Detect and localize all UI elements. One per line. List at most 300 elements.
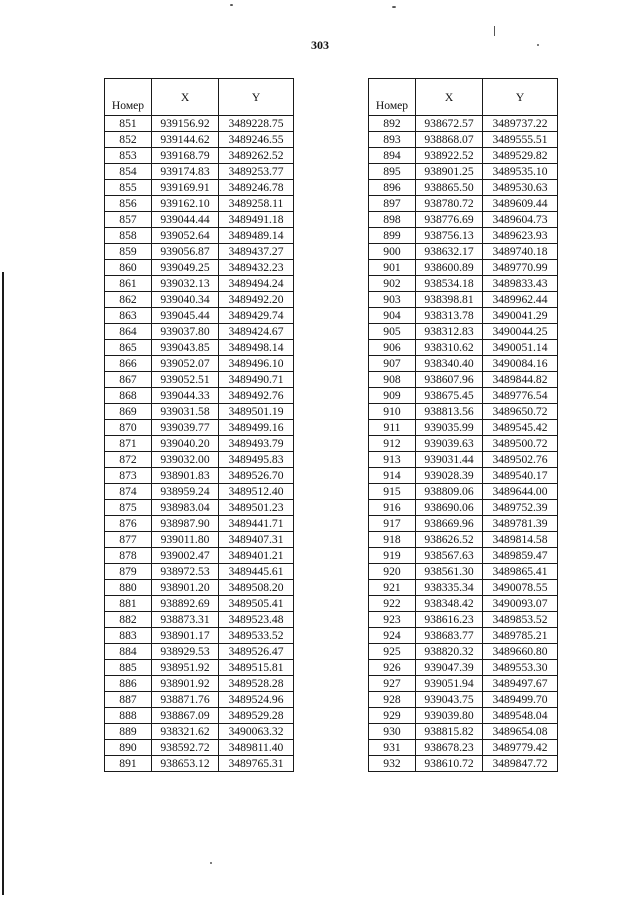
table-row bbox=[105, 532, 294, 548]
x-coordinate-cell: 938310.62 bbox=[416, 340, 483, 356]
x-coordinate-cell: 938335.34 bbox=[416, 580, 483, 596]
y-coordinate-cell: 3489859.47 bbox=[483, 548, 558, 564]
x-coordinate-cell: 938820.32 bbox=[416, 644, 483, 660]
x-coordinate-cell: 939040.20 bbox=[152, 436, 219, 452]
y-coordinate-cell: 3489528.28 bbox=[219, 676, 294, 692]
table-row bbox=[105, 516, 294, 532]
table-row bbox=[369, 276, 558, 292]
table-row bbox=[105, 548, 294, 564]
scan-margin-bar bbox=[2, 272, 4, 895]
point-number-cell: 874 bbox=[105, 484, 152, 500]
scan-speck bbox=[537, 44, 539, 46]
y-coordinate-cell: 3489228.75 bbox=[219, 116, 294, 132]
point-number-cell: 898 bbox=[369, 212, 416, 228]
y-coordinate-cell: 3489524.96 bbox=[219, 692, 294, 708]
x-coordinate-cell: 938815.82 bbox=[416, 724, 483, 740]
point-number-cell: 932 bbox=[369, 756, 416, 772]
table-row bbox=[369, 164, 558, 180]
table-row bbox=[369, 484, 558, 500]
point-number-cell: 858 bbox=[105, 228, 152, 244]
y-coordinate-cell: 3489505.41 bbox=[219, 596, 294, 612]
point-number-cell: 928 bbox=[369, 692, 416, 708]
point-number-cell: 863 bbox=[105, 308, 152, 324]
point-number-cell: 876 bbox=[105, 516, 152, 532]
point-number-cell: 868 bbox=[105, 388, 152, 404]
table-row bbox=[105, 740, 294, 756]
x-coordinate-cell: 939144.62 bbox=[152, 132, 219, 148]
x-coordinate-cell: 939044.33 bbox=[152, 388, 219, 404]
y-coordinate-cell: 3489555.51 bbox=[483, 132, 558, 148]
y-coordinate-cell: 3489814.58 bbox=[483, 532, 558, 548]
point-number-cell: 886 bbox=[105, 676, 152, 692]
y-coordinate-cell: 3489246.55 bbox=[219, 132, 294, 148]
point-number-cell: 906 bbox=[369, 340, 416, 356]
table-body-left bbox=[105, 116, 294, 772]
x-coordinate-cell: 938922.52 bbox=[416, 148, 483, 164]
table-row bbox=[105, 596, 294, 612]
table-row bbox=[105, 628, 294, 644]
point-number-cell: 864 bbox=[105, 324, 152, 340]
x-coordinate-cell: 939011.80 bbox=[152, 532, 219, 548]
point-number-cell: 867 bbox=[105, 372, 152, 388]
y-coordinate-cell: 3489494.24 bbox=[219, 276, 294, 292]
y-coordinate-cell: 3489526.47 bbox=[219, 644, 294, 660]
table-row bbox=[369, 324, 558, 340]
x-coordinate-cell: 938983.04 bbox=[152, 500, 219, 516]
x-coordinate-cell: 939031.44 bbox=[416, 452, 483, 468]
y-coordinate-cell: 3489776.54 bbox=[483, 388, 558, 404]
table-row bbox=[369, 340, 558, 356]
point-number-cell: 873 bbox=[105, 468, 152, 484]
point-number-cell: 890 bbox=[105, 740, 152, 756]
scan-speck bbox=[494, 26, 495, 36]
y-coordinate-cell: 3489498.14 bbox=[219, 340, 294, 356]
x-coordinate-cell: 938626.52 bbox=[416, 532, 483, 548]
table-row bbox=[105, 724, 294, 740]
header-x: X bbox=[152, 79, 219, 116]
table-row bbox=[105, 116, 294, 132]
table-row bbox=[105, 692, 294, 708]
table-row bbox=[105, 148, 294, 164]
table-row bbox=[105, 228, 294, 244]
coordinates-table-left bbox=[104, 78, 294, 772]
x-coordinate-cell: 938653.12 bbox=[152, 756, 219, 772]
x-coordinate-cell: 938901.17 bbox=[152, 628, 219, 644]
point-number-cell: 913 bbox=[369, 452, 416, 468]
x-coordinate-cell: 938348.42 bbox=[416, 596, 483, 612]
y-coordinate-cell: 3489523.48 bbox=[219, 612, 294, 628]
point-number-cell: 883 bbox=[105, 628, 152, 644]
y-coordinate-cell: 3489497.67 bbox=[483, 676, 558, 692]
table-row bbox=[105, 452, 294, 468]
point-number-cell: 908 bbox=[369, 372, 416, 388]
y-coordinate-cell: 3489499.70 bbox=[483, 692, 558, 708]
point-number-cell: 854 bbox=[105, 164, 152, 180]
table-row bbox=[369, 564, 558, 580]
table-row bbox=[105, 260, 294, 276]
table-row bbox=[105, 388, 294, 404]
table-row bbox=[369, 372, 558, 388]
x-coordinate-cell: 939039.77 bbox=[152, 420, 219, 436]
point-number-cell: 900 bbox=[369, 244, 416, 260]
y-coordinate-cell: 3489811.40 bbox=[219, 740, 294, 756]
point-number-cell: 931 bbox=[369, 740, 416, 756]
point-number-cell: 897 bbox=[369, 196, 416, 212]
y-coordinate-cell: 3489545.42 bbox=[483, 420, 558, 436]
scan-speck bbox=[392, 6, 396, 8]
table-row bbox=[105, 212, 294, 228]
x-coordinate-cell: 939049.25 bbox=[152, 260, 219, 276]
table-row bbox=[369, 452, 558, 468]
y-coordinate-cell: 3489785.21 bbox=[483, 628, 558, 644]
y-coordinate-cell: 3489512.40 bbox=[219, 484, 294, 500]
table-row bbox=[105, 484, 294, 500]
scan-speck bbox=[230, 4, 233, 6]
table-row bbox=[105, 244, 294, 260]
table-row bbox=[369, 756, 558, 772]
point-number-cell: 855 bbox=[105, 180, 152, 196]
x-coordinate-cell: 938756.13 bbox=[416, 228, 483, 244]
table-row bbox=[369, 532, 558, 548]
table-row bbox=[105, 500, 294, 516]
table-row bbox=[369, 404, 558, 420]
table-row bbox=[105, 756, 294, 772]
y-coordinate-cell: 3489548.04 bbox=[483, 708, 558, 724]
point-number-cell: 895 bbox=[369, 164, 416, 180]
y-coordinate-cell: 3490084.16 bbox=[483, 356, 558, 372]
x-coordinate-cell: 939156.92 bbox=[152, 116, 219, 132]
x-coordinate-cell: 939047.39 bbox=[416, 660, 483, 676]
point-number-cell: 875 bbox=[105, 500, 152, 516]
x-coordinate-cell: 938398.81 bbox=[416, 292, 483, 308]
x-coordinate-cell: 939051.94 bbox=[416, 676, 483, 692]
header-number: Номер bbox=[369, 79, 416, 116]
table-row bbox=[369, 212, 558, 228]
table-row bbox=[105, 196, 294, 212]
y-coordinate-cell: 3489401.21 bbox=[219, 548, 294, 564]
point-number-cell: 860 bbox=[105, 260, 152, 276]
y-coordinate-cell: 3490041.29 bbox=[483, 308, 558, 324]
point-number-cell: 902 bbox=[369, 276, 416, 292]
table-row bbox=[105, 676, 294, 692]
y-coordinate-cell: 3489650.72 bbox=[483, 404, 558, 420]
point-number-cell: 915 bbox=[369, 484, 416, 500]
y-coordinate-cell: 3489492.76 bbox=[219, 388, 294, 404]
point-number-cell: 930 bbox=[369, 724, 416, 740]
point-number-cell: 880 bbox=[105, 580, 152, 596]
point-number-cell: 916 bbox=[369, 500, 416, 516]
table-row bbox=[105, 164, 294, 180]
point-number-cell: 893 bbox=[369, 132, 416, 148]
y-coordinate-cell: 3489962.44 bbox=[483, 292, 558, 308]
x-coordinate-cell: 939039.63 bbox=[416, 436, 483, 452]
y-coordinate-cell: 3490063.32 bbox=[219, 724, 294, 740]
y-coordinate-cell: 3489246.78 bbox=[219, 180, 294, 196]
table-row bbox=[105, 420, 294, 436]
point-number-cell: 879 bbox=[105, 564, 152, 580]
y-coordinate-cell: 3489501.19 bbox=[219, 404, 294, 420]
header-x: X bbox=[416, 79, 483, 116]
table-row bbox=[369, 660, 558, 676]
point-number-cell: 924 bbox=[369, 628, 416, 644]
x-coordinate-cell: 938929.53 bbox=[152, 644, 219, 660]
x-coordinate-cell: 938959.24 bbox=[152, 484, 219, 500]
y-coordinate-cell: 3489623.93 bbox=[483, 228, 558, 244]
table-row bbox=[369, 500, 558, 516]
point-number-cell: 852 bbox=[105, 132, 152, 148]
point-number-cell: 877 bbox=[105, 532, 152, 548]
table-row bbox=[369, 244, 558, 260]
x-coordinate-cell: 939037.80 bbox=[152, 324, 219, 340]
y-coordinate-cell: 3489752.39 bbox=[483, 500, 558, 516]
table-row bbox=[369, 548, 558, 564]
y-coordinate-cell: 3489500.72 bbox=[483, 436, 558, 452]
x-coordinate-cell: 938987.90 bbox=[152, 516, 219, 532]
y-coordinate-cell: 3489496.10 bbox=[219, 356, 294, 372]
y-coordinate-cell: 3489644.00 bbox=[483, 484, 558, 500]
x-coordinate-cell: 939039.80 bbox=[416, 708, 483, 724]
y-coordinate-cell: 3489489.14 bbox=[219, 228, 294, 244]
x-coordinate-cell: 938340.40 bbox=[416, 356, 483, 372]
point-number-cell: 894 bbox=[369, 148, 416, 164]
table-row bbox=[105, 132, 294, 148]
point-number-cell: 859 bbox=[105, 244, 152, 260]
y-coordinate-cell: 3489437.27 bbox=[219, 244, 294, 260]
point-number-cell: 901 bbox=[369, 260, 416, 276]
point-number-cell: 920 bbox=[369, 564, 416, 580]
y-coordinate-cell: 3489262.52 bbox=[219, 148, 294, 164]
x-coordinate-cell: 938892.69 bbox=[152, 596, 219, 612]
table-row bbox=[105, 708, 294, 724]
point-number-cell: 862 bbox=[105, 292, 152, 308]
y-coordinate-cell: 3489445.61 bbox=[219, 564, 294, 580]
point-number-cell: 918 bbox=[369, 532, 416, 548]
table-row bbox=[369, 292, 558, 308]
point-number-cell: 917 bbox=[369, 516, 416, 532]
x-coordinate-cell: 939169.91 bbox=[152, 180, 219, 196]
point-number-cell: 927 bbox=[369, 676, 416, 692]
table-row bbox=[105, 468, 294, 484]
point-number-cell: 905 bbox=[369, 324, 416, 340]
header-number: Номер bbox=[105, 79, 152, 116]
y-coordinate-cell: 3489501.23 bbox=[219, 500, 294, 516]
point-number-cell: 919 bbox=[369, 548, 416, 564]
point-number-cell: 909 bbox=[369, 388, 416, 404]
y-coordinate-cell: 3489515.81 bbox=[219, 660, 294, 676]
point-number-cell: 853 bbox=[105, 148, 152, 164]
x-coordinate-cell: 938678.23 bbox=[416, 740, 483, 756]
y-coordinate-cell: 3489502.76 bbox=[483, 452, 558, 468]
point-number-cell: 871 bbox=[105, 436, 152, 452]
point-number-cell: 851 bbox=[105, 116, 152, 132]
table-row bbox=[369, 740, 558, 756]
x-coordinate-cell: 939031.58 bbox=[152, 404, 219, 420]
y-coordinate-cell: 3489491.18 bbox=[219, 212, 294, 228]
table-header-row bbox=[105, 79, 294, 116]
table-row bbox=[369, 580, 558, 596]
point-number-cell: 888 bbox=[105, 708, 152, 724]
y-coordinate-cell: 3489533.52 bbox=[219, 628, 294, 644]
table-row bbox=[105, 612, 294, 628]
table-row bbox=[369, 196, 558, 212]
x-coordinate-cell: 938610.72 bbox=[416, 756, 483, 772]
x-coordinate-cell: 938951.92 bbox=[152, 660, 219, 676]
x-coordinate-cell: 939052.64 bbox=[152, 228, 219, 244]
table-row bbox=[369, 644, 558, 660]
x-coordinate-cell: 939056.87 bbox=[152, 244, 219, 260]
x-coordinate-cell: 938809.06 bbox=[416, 484, 483, 500]
x-coordinate-cell: 938901.83 bbox=[152, 468, 219, 484]
x-coordinate-cell: 939043.75 bbox=[416, 692, 483, 708]
x-coordinate-cell: 938321.62 bbox=[152, 724, 219, 740]
table-row bbox=[369, 116, 558, 132]
y-coordinate-cell: 3489529.28 bbox=[219, 708, 294, 724]
x-coordinate-cell: 938868.07 bbox=[416, 132, 483, 148]
y-coordinate-cell: 3489553.30 bbox=[483, 660, 558, 676]
table-row bbox=[369, 308, 558, 324]
y-coordinate-cell: 3489737.22 bbox=[483, 116, 558, 132]
point-number-cell: 904 bbox=[369, 308, 416, 324]
point-number-cell: 881 bbox=[105, 596, 152, 612]
table-row bbox=[369, 148, 558, 164]
point-number-cell: 912 bbox=[369, 436, 416, 452]
y-coordinate-cell: 3489424.67 bbox=[219, 324, 294, 340]
y-coordinate-cell: 3489535.10 bbox=[483, 164, 558, 180]
point-number-cell: 899 bbox=[369, 228, 416, 244]
point-number-cell: 914 bbox=[369, 468, 416, 484]
point-number-cell: 866 bbox=[105, 356, 152, 372]
page-number: 303 bbox=[311, 38, 329, 52]
y-coordinate-cell: 3489609.44 bbox=[483, 196, 558, 212]
x-coordinate-cell: 938776.69 bbox=[416, 212, 483, 228]
point-number-cell: 889 bbox=[105, 724, 152, 740]
table-row bbox=[105, 644, 294, 660]
y-coordinate-cell: 3489660.80 bbox=[483, 644, 558, 660]
x-coordinate-cell: 938675.45 bbox=[416, 388, 483, 404]
y-coordinate-cell: 3489853.52 bbox=[483, 612, 558, 628]
table-row bbox=[105, 404, 294, 420]
y-coordinate-cell: 3489781.39 bbox=[483, 516, 558, 532]
point-number-cell: 907 bbox=[369, 356, 416, 372]
point-number-cell: 885 bbox=[105, 660, 152, 676]
y-coordinate-cell: 3489740.18 bbox=[483, 244, 558, 260]
x-coordinate-cell: 939045.44 bbox=[152, 308, 219, 324]
y-coordinate-cell: 3489407.31 bbox=[219, 532, 294, 548]
table-row bbox=[369, 676, 558, 692]
x-coordinate-cell: 939044.44 bbox=[152, 212, 219, 228]
x-coordinate-cell: 938901.20 bbox=[152, 580, 219, 596]
table-row bbox=[369, 596, 558, 612]
coordinates-table-right bbox=[368, 78, 558, 772]
y-coordinate-cell: 3489432.23 bbox=[219, 260, 294, 276]
point-number-cell: 857 bbox=[105, 212, 152, 228]
x-coordinate-cell: 938813.56 bbox=[416, 404, 483, 420]
point-number-cell: 872 bbox=[105, 452, 152, 468]
point-number-cell: 923 bbox=[369, 612, 416, 628]
y-coordinate-cell: 3490044.25 bbox=[483, 324, 558, 340]
table-header-row bbox=[369, 79, 558, 116]
point-number-cell: 892 bbox=[369, 116, 416, 132]
point-number-cell: 903 bbox=[369, 292, 416, 308]
table-row bbox=[369, 388, 558, 404]
table-row bbox=[369, 420, 558, 436]
table-row bbox=[369, 612, 558, 628]
x-coordinate-cell: 938865.50 bbox=[416, 180, 483, 196]
point-number-cell: 926 bbox=[369, 660, 416, 676]
x-coordinate-cell: 938313.78 bbox=[416, 308, 483, 324]
point-number-cell: 865 bbox=[105, 340, 152, 356]
x-coordinate-cell: 939162.10 bbox=[152, 196, 219, 212]
x-coordinate-cell: 938669.96 bbox=[416, 516, 483, 532]
y-coordinate-cell: 3489847.72 bbox=[483, 756, 558, 772]
table-row bbox=[105, 276, 294, 292]
y-coordinate-cell: 3489770.99 bbox=[483, 260, 558, 276]
x-coordinate-cell: 939035.99 bbox=[416, 420, 483, 436]
table-row bbox=[369, 356, 558, 372]
y-coordinate-cell: 3490078.55 bbox=[483, 580, 558, 596]
y-coordinate-cell: 3489833.43 bbox=[483, 276, 558, 292]
y-coordinate-cell: 3490093.07 bbox=[483, 596, 558, 612]
y-coordinate-cell: 3490051.14 bbox=[483, 340, 558, 356]
x-coordinate-cell: 938312.83 bbox=[416, 324, 483, 340]
point-number-cell: 884 bbox=[105, 644, 152, 660]
table-row bbox=[369, 516, 558, 532]
point-number-cell: 870 bbox=[105, 420, 152, 436]
table-row bbox=[369, 692, 558, 708]
point-number-cell: 861 bbox=[105, 276, 152, 292]
x-coordinate-cell: 939168.79 bbox=[152, 148, 219, 164]
point-number-cell: 929 bbox=[369, 708, 416, 724]
x-coordinate-cell: 938534.18 bbox=[416, 276, 483, 292]
x-coordinate-cell: 938873.31 bbox=[152, 612, 219, 628]
x-coordinate-cell: 938592.72 bbox=[152, 740, 219, 756]
table-row bbox=[105, 660, 294, 676]
x-coordinate-cell: 939032.13 bbox=[152, 276, 219, 292]
point-number-cell: 878 bbox=[105, 548, 152, 564]
y-coordinate-cell: 3489844.82 bbox=[483, 372, 558, 388]
x-coordinate-cell: 938690.06 bbox=[416, 500, 483, 516]
point-number-cell: 921 bbox=[369, 580, 416, 596]
point-number-cell: 922 bbox=[369, 596, 416, 612]
header-y: Y bbox=[483, 79, 558, 116]
point-number-cell: 856 bbox=[105, 196, 152, 212]
y-coordinate-cell: 3489508.20 bbox=[219, 580, 294, 596]
y-coordinate-cell: 3489429.74 bbox=[219, 308, 294, 324]
table-row bbox=[105, 308, 294, 324]
x-coordinate-cell: 938561.30 bbox=[416, 564, 483, 580]
y-coordinate-cell: 3489441.71 bbox=[219, 516, 294, 532]
point-number-cell: 896 bbox=[369, 180, 416, 196]
x-coordinate-cell: 938600.89 bbox=[416, 260, 483, 276]
table-row bbox=[105, 292, 294, 308]
table-body-right bbox=[369, 116, 558, 772]
x-coordinate-cell: 939002.47 bbox=[152, 548, 219, 564]
table-row bbox=[369, 260, 558, 276]
x-coordinate-cell: 938632.17 bbox=[416, 244, 483, 260]
point-number-cell: 882 bbox=[105, 612, 152, 628]
table-row bbox=[369, 724, 558, 740]
y-coordinate-cell: 3489530.63 bbox=[483, 180, 558, 196]
x-coordinate-cell: 939174.83 bbox=[152, 164, 219, 180]
y-coordinate-cell: 3489540.17 bbox=[483, 468, 558, 484]
y-coordinate-cell: 3489253.77 bbox=[219, 164, 294, 180]
y-coordinate-cell: 3489493.79 bbox=[219, 436, 294, 452]
x-coordinate-cell: 939032.00 bbox=[152, 452, 219, 468]
y-coordinate-cell: 3489526.70 bbox=[219, 468, 294, 484]
table-row bbox=[105, 564, 294, 580]
x-coordinate-cell: 939028.39 bbox=[416, 468, 483, 484]
table-row bbox=[105, 340, 294, 356]
